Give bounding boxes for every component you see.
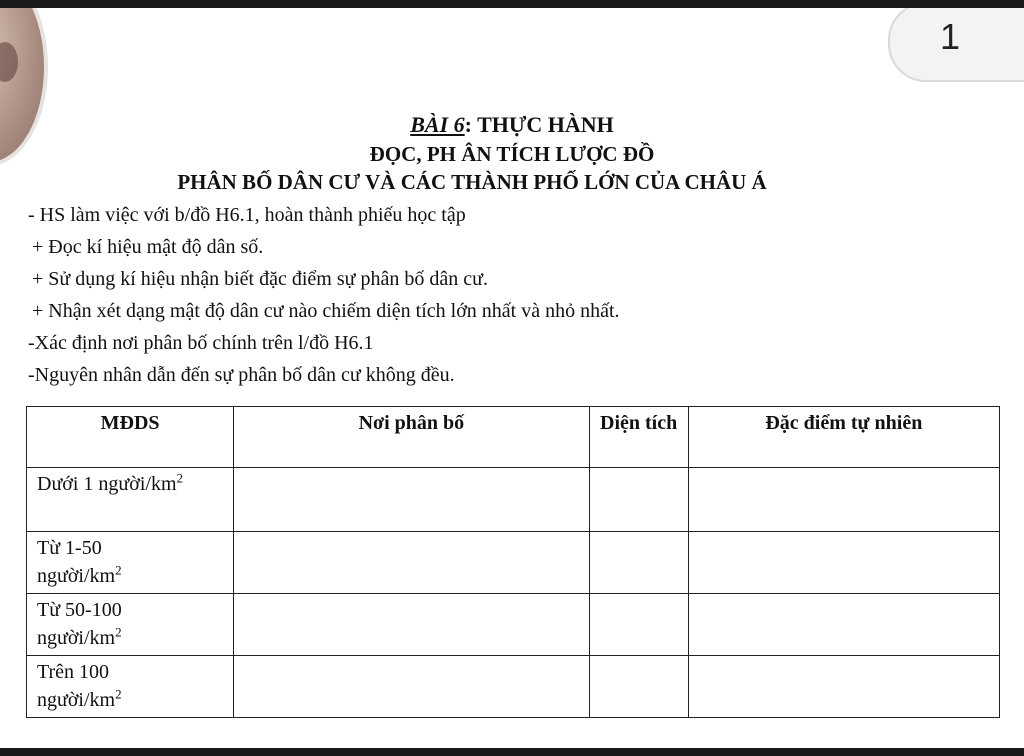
instruction-line: - HS làm việc với b/đồ H6.1, hoàn thành phiếu học tập <box>28 204 466 226</box>
table-row <box>27 594 1000 656</box>
density-unit: người/km <box>37 689 116 711</box>
density-label: Từ 1-50 <box>37 537 102 559</box>
density-label: Từ 50-100 <box>37 599 122 621</box>
density-unit: người/km <box>37 627 116 649</box>
table-row <box>27 656 1000 718</box>
density-label: Trên 100 <box>37 661 110 683</box>
density-exponent: 2 <box>115 624 122 640</box>
title-line-2: ĐỌC, PH ÂN TÍCH LƯỢC ĐỒ <box>369 142 655 166</box>
title-line-3: PHÂN BỐ DÂN CƯ VÀ CÁC THÀNH PHỐ LỚN CỦA CHÂU Á <box>177 170 767 194</box>
lesson-label: BÀI 6 <box>410 112 465 137</box>
density-cell <box>27 656 234 718</box>
answer-cell[interactable] <box>589 468 688 532</box>
table-row <box>27 532 1000 594</box>
answer-cell[interactable] <box>688 468 999 532</box>
worksheet-table <box>26 406 1000 718</box>
instruction-line: + Nhận xét dạng mật độ dân cư nào chiếm diện tích lớn nhất và nhỏ nhất. <box>32 300 620 322</box>
density-cell <box>27 532 234 594</box>
lesson-suffix: : THỰC HÀNH <box>464 112 614 137</box>
density-unit: người/km <box>37 565 116 587</box>
answer-cell[interactable] <box>234 656 589 718</box>
header-mdds: MĐDS <box>27 407 234 468</box>
answer-cell[interactable] <box>234 532 589 594</box>
density-exponent: 2 <box>115 562 122 578</box>
header-dien-tich: Diện tích <box>589 407 688 468</box>
header-dac-diem: Đặc điểm tự nhiên <box>688 407 999 468</box>
answer-cell[interactable] <box>589 594 688 656</box>
answer-cell[interactable] <box>688 656 999 718</box>
lesson-title <box>0 112 1024 138</box>
page-counter-value: 1 <box>940 16 961 57</box>
answer-cell[interactable] <box>589 656 688 718</box>
instruction-line: + Đọc kí hiệu mật độ dân số. <box>32 236 264 258</box>
answer-cell[interactable] <box>234 468 589 532</box>
density-cell <box>27 468 234 532</box>
answer-cell[interactable] <box>234 594 589 656</box>
table-row <box>27 468 1000 532</box>
instruction-line: + Sử dụng kí hiệu nhận biết đặc điểm sự phân bố dân cư. <box>32 268 488 290</box>
table-header-row <box>27 407 1000 468</box>
page-counter <box>888 8 1024 82</box>
density-exponent: 2 <box>115 686 122 702</box>
instruction-line: -Nguyên nhân dẫn đến sự phân bố dân cư không đều. <box>28 364 455 386</box>
answer-cell[interactable] <box>688 532 999 594</box>
answer-cell[interactable] <box>688 594 999 656</box>
density-cell <box>27 594 234 656</box>
answer-cell[interactable] <box>589 532 688 594</box>
density-label: Dưới 1 người/km <box>37 473 177 495</box>
header-noi-phan-bo: Nơi phân bố <box>234 407 589 468</box>
instruction-line: -Xác định nơi phân bố chính trên l/đồ H6.1 <box>28 332 374 354</box>
document-page <box>0 8 1024 748</box>
density-exponent: 2 <box>176 470 184 486</box>
